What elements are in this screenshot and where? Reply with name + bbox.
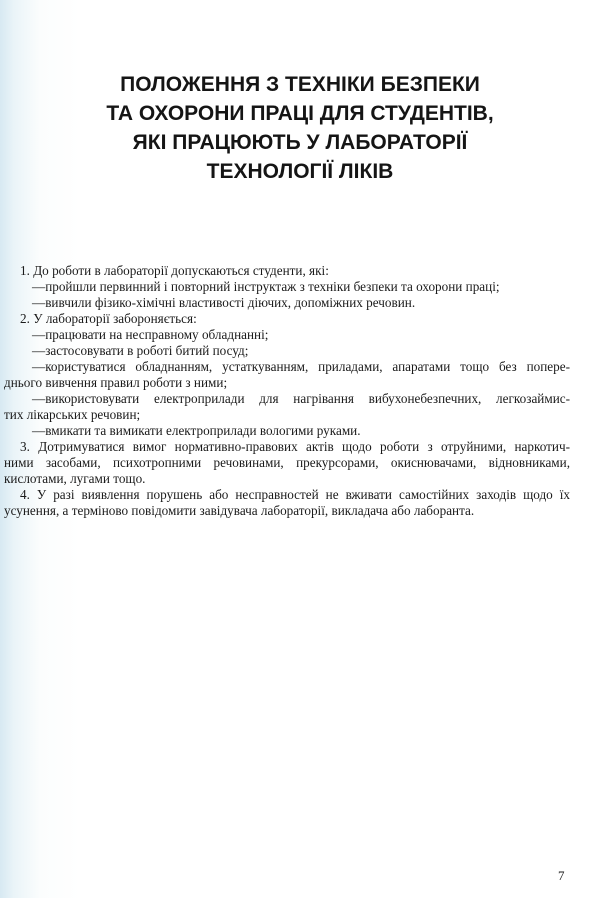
list-subitem: —пройшли первинний і повторний інструктаж з техніки безпеки та охорони праці; (32, 279, 500, 294)
page-number: 7 (558, 868, 565, 883)
list-item-continuation: усунення, а терміново повідомити завідувача лабораторії, викладача або лаборанта. (4, 503, 475, 518)
list-subitem: —використовувати електроприлади для нагрівання вибухонебезпечних, легкозаймис- (32, 391, 570, 406)
list-subitem-continuation: днього вивчення правил роботи з ними; (4, 375, 228, 390)
list-item-continuation: ними засобами, психотропними речовинами, прекурсорами, окиснювачами, відновниками, (4, 455, 570, 470)
list-subitem: —користуватися обладнанням, устаткуванням, приладами, апаратами тощо без попере- (32, 359, 570, 374)
list-item: 1. До роботи в лабораторії допускаються студенти, які: (20, 263, 329, 278)
list-item: 2. У лабораторії забороняється: (20, 311, 197, 326)
title-line: ТЕХНОЛОГІЇ ЛІКІВ (206, 160, 394, 183)
list-item-continuation: кислотами, лугами тощо. (4, 471, 146, 486)
list-item: 4. У разі виявлення порушень або несправностей не вживати самостійних заходів щодо їх (20, 487, 570, 502)
list-item: 3. Дотримуватися вимог нормативно-правових актів щодо роботи з отруйними, наркотич- (20, 439, 570, 454)
document-title (40, 70, 560, 186)
title-line: ЯКІ ПРАЦЮЮТЬ У ЛАБОРАТОРІЇ (132, 131, 468, 154)
list-subitem: —працювати на несправному обладнанні; (32, 327, 269, 342)
list-subitem: —вивчили фізико-хімічні властивості діючих, допоміжних речовин. (32, 295, 416, 310)
title-line: ТА ОХОРОНИ ПРАЦІ ДЛЯ СТУДЕНТІВ, (106, 102, 494, 125)
list-subitem: —вмикати та вимикати електроприлади вологими руками. (32, 423, 361, 438)
list-subitem: —застосовувати в роботі битий посуд; (32, 343, 249, 358)
list-subitem-continuation: тих лікарських речовин; (4, 407, 141, 422)
title-line: ПОЛОЖЕННЯ З ТЕХНІКИ БЕЗПЕКИ (120, 73, 480, 96)
